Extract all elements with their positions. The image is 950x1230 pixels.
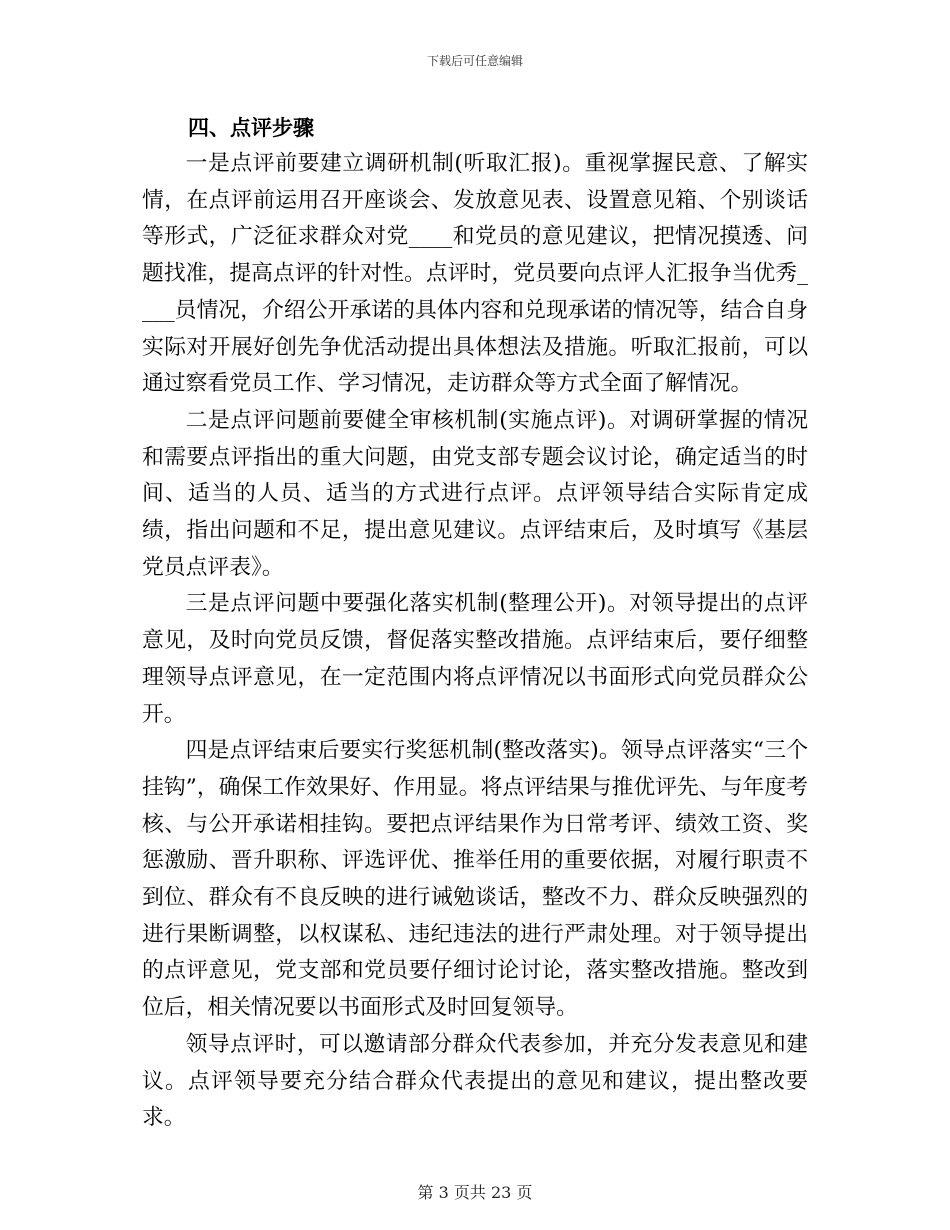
paragraph-1: 一是点评前要建立调研机制(听取汇报)。重视掌握民意、了解实情，在点评前运用召开座谈会、发放意见表、设置意见箱、个别谈话等形式，广泛征求群众对党____和党员的意见建议，把情况摸透、问题找准，提高点评的针对性。点评时，党员要向点评人汇报争当优秀____员情况，介绍公开承诺的具体内容和兑现承诺的情况等，结合自身实际对开展好创先争优活动提出具体想法及措施。听取汇报前，可以通过察看党员工作、学习情况，走访群众等方式全面了解情况。 xyxy=(142,151,808,397)
page-header: 下载后可任意编辑 xyxy=(426,54,523,68)
paragraph-3: 三是点评问题中要强化落实机制(整理公开)。对领导提出的点评意见，及时向党员反馈，督促落实整改措施。点评结束后，要仔细整理领导点评意见，在一定范围内将点评情况以书面形式向党员群众公开。 xyxy=(142,591,808,727)
page-number: 第 3 页共 23 页 xyxy=(417,1183,533,1202)
paragraph-2: 二是点评问题前要健全审核机制(实施点评)。对调研掌握的情况和需要点评指出的重大问题，由党支部专题会议讨论，确定适当的时间、适当的人员、适当的方式进行点评。点评领导结合实际肯定成绩，指出问题和不足，提出意见建议。点评结束后，及时填写《基层党员点评表》。 xyxy=(142,407,808,580)
document-body xyxy=(142,110,808,1137)
section-heading: 四、点评步骤 xyxy=(188,115,314,140)
paragraph-5: 领导点评时，可以邀请部分群众代表参加，并充分发表意见和建议。点评领导要充分结合群众代表提出的意见和建议，提出整改要求。 xyxy=(142,1031,808,1131)
paragraph-4: 四是点评结束后要实行奖惩机制(整改落实)。领导点评落实“三个挂钩”，确保工作效果好、作用显。将点评结果与推优评先、与年度考核、与公开承诺相挂钩。要把点评结果作为日常考评、绩效工资、奖惩激励、晋升职称、评选评优、推举任用的重要依据，对履行职责不到位、群众有不良反映的进行诫勉谈话，整改不力、群众反映强烈的进行果断调整，以权谋私、违纪违法的进行严肃处理。对于领导提出的点评意见，党支部和党员要仔细讨论讨论，落实整改措施。整改到位后，相关情况要以书面形式及时回复领导。 xyxy=(142,738,808,1021)
